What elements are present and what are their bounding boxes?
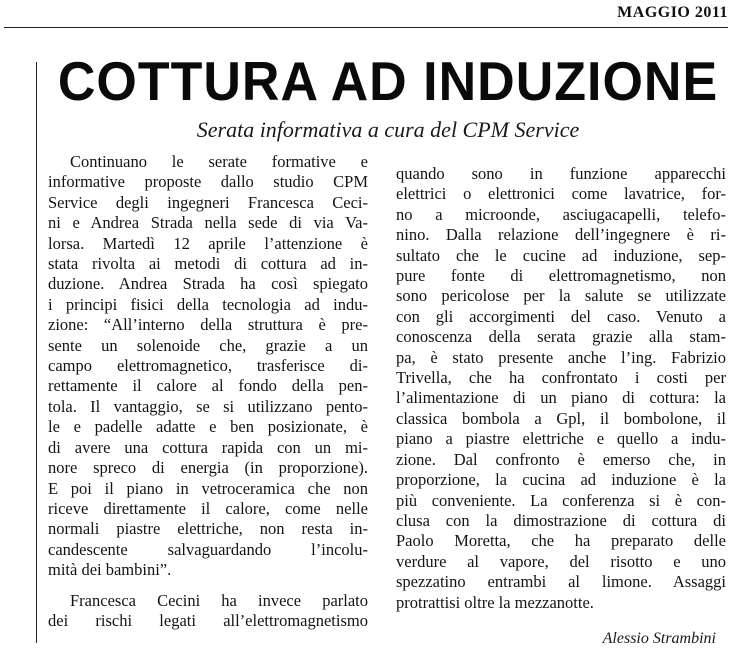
text-line: le e padelle adatte e ben posizionate, è: [48, 417, 368, 437]
text-line: protrattisi oltre la mezzanotte.: [396, 592, 594, 612]
text-line: elettrici o elettronici come lavatrice, for-: [396, 184, 726, 204]
text-line: sente un solenoide che, grazie a un: [48, 335, 368, 355]
text-line: conoscenza della serata grazie alla stam-: [396, 327, 726, 347]
text-line: zione: “All’interno della struttura è pre-: [48, 315, 368, 335]
article-left-border: [36, 62, 37, 643]
text-line: di avere una cottura rapida con un mi-: [48, 437, 368, 457]
text-line: classica bombola a Gpl, il bombolone, il: [396, 408, 726, 428]
text-line: spezzatino entrambi al limone. Assaggi: [396, 572, 726, 592]
text-line: E poi il piano in vetroceramica che non: [48, 478, 368, 498]
text-line: con gli accorgimenti del caso. Venuto a: [396, 306, 726, 326]
author-signature: Alessio Strambini: [602, 630, 716, 647]
text-line: mità dei bambini”.: [48, 560, 172, 580]
text-line: tola. Il vantaggio, se si utilizzano pento-: [48, 396, 368, 416]
text-line: candescente salvaguardando l’incolu-: [48, 539, 368, 559]
article-subtitle: Serata informativa a cura del CPM Service: [196, 117, 580, 142]
article-column-right: [396, 164, 726, 613]
text-line: pure fonte di elettromagnetismo, non: [396, 266, 726, 286]
text-line: riceve direttamente il calore, come nelle: [48, 498, 368, 518]
header-divider: [4, 27, 728, 28]
text-line: sono pericolose per la salute se utilizzate: [396, 286, 726, 306]
text-line: dei rischi legati all’elettromagnetismo: [48, 610, 368, 630]
text-line: zione. Dal confronto è emerso che, in: [396, 449, 726, 469]
text-line: i principi fisici della tecnologia ad indu-: [48, 294, 368, 314]
text-line: rettamente il calore al fondo della pen-: [48, 376, 368, 396]
text-line: duzione. Andrea Strada ha così spiegato: [48, 274, 368, 294]
text-line: nino. Dalla relazione dell’ingegnere è ri-: [396, 225, 726, 245]
text-line: stata rivolta ai metodi di cottura ad in-: [48, 254, 368, 274]
article-column-left: [48, 152, 368, 631]
text-line: verdure al vapore, del risotto e uno: [396, 551, 726, 571]
text-line: no a microonde, asciugacapelli, telefo-: [396, 204, 726, 224]
article-title: COTTURA AD INDUZIONE: [57, 51, 719, 113]
text-line: informative proposte dallo studio CPM: [48, 172, 368, 192]
text-line: lorsa. Martedì 12 aprile l’attenzione è: [48, 233, 368, 253]
text-line: l’alimentazione di un piano di cottura: la: [396, 388, 726, 408]
text-line: clusa con la dimostrazione di cottura di: [396, 510, 726, 530]
text-line: Paolo Moretta, che ha preparato delle: [396, 531, 726, 551]
text-line: Service degli ingegneri Francesca Ceci-: [48, 192, 368, 212]
text-line: sultato che le cucine ad induzione, sep-: [396, 245, 726, 265]
text-line: campo elettromagnetico, trasferisce di-: [48, 356, 368, 376]
text-line: proporzione, la cucina ad induzione è la: [396, 470, 726, 490]
text-line: più conveniente. La conferenza si è con-: [396, 490, 726, 510]
text-line: piano a piastre elettriche e quello a indu-: [396, 429, 726, 449]
text-line: normali piastre elettriche, non resta in-: [48, 519, 368, 539]
text-line: nore spreco di energia (in proporzione).: [48, 458, 368, 478]
text-line: Trivella, che ha confrontato i costi per: [396, 368, 726, 388]
paragraph-gap: [48, 581, 368, 591]
text-line: pa, è stato presente anche l’ing. Fabrizio: [396, 347, 726, 367]
text-line: Continuano le serate formative e: [70, 152, 368, 171]
text-line: ni e Andrea Strada nella sede di via Va-: [48, 213, 368, 233]
text-line: quando sono in funzione apparecchi: [396, 164, 726, 183]
text-line: Francesca Cecini ha invece parlato: [70, 590, 368, 610]
issue-date: MAGGIO 2011: [617, 4, 728, 21]
